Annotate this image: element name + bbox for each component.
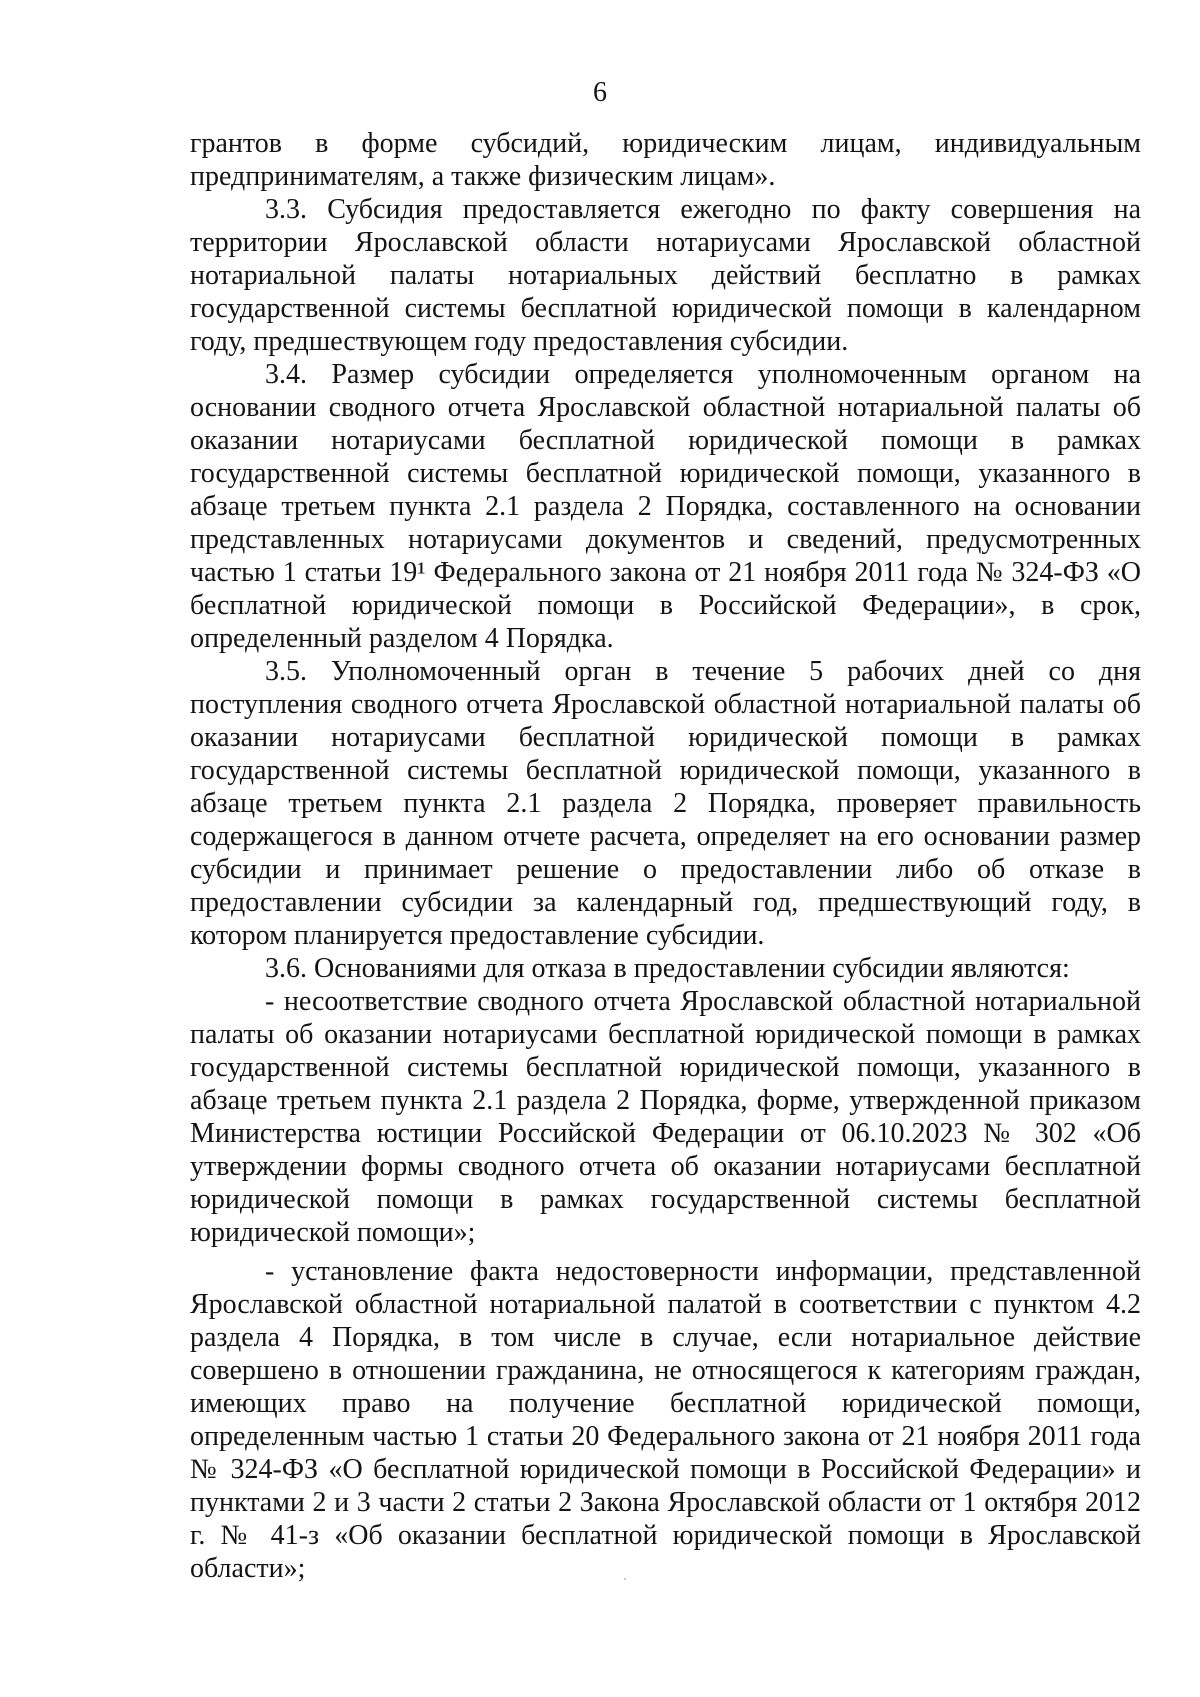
paragraph-3-3: 3.3. Субсидия предоставляется ежегодно по факту совершения на территории Ярославской области нотариусами Ярославской областной нотариальной палаты нотариальных действий бесплатно в рамках государственной системы бесплатной юридической помощи в календарном году, предшествующем году предоставления субсидии. <box>190 194 1141 357</box>
list-item-unreliable-info: - установление факта недостоверности информации, представленной Ярославской областной нотариальной палатой в соответствии с пунктом 4.2 раздела 4 Порядка, в том числе в случае, если нотариальное действие совершено в отношении гражданина, не относящегося к категориям граждан, имеющих право на получение бесплатной юридической помощи, определенным частью 1 статьи 20 Федерального закона от 21 ноября 2011 года № 324-ФЗ «О бесплатной юридической помощи в Российской Федерации» и пунктами 2 и 3 части 2 статьи 2 Закона Ярославской области от 1 октября 2012 г. № 41-з «Об оказании бесплатной юридической помощи в Ярославской области»; <box>190 1256 1141 1584</box>
document-body <box>190 127 1141 1585</box>
paragraph-3-5: 3.5. Уполномоченный орган в течение 5 рабочих дней со дня поступления сводного отчета Ярославской областной нотариальной палаты об оказании нотариусами бесплатной юридической помощи в рамках государственной системы бесплатной юридической помощи, указанного в абзаце третьем пункта 2.1 раздела 2 Порядка, проверяет правильность содержащегося в данном отчете расчета, определяет на его основании размер субсидии и принимает решение о предоставлении либо об отказе в предоставлении субсидии за календарный год, предшествующий году, в котором планируется предоставление субсидии. <box>190 656 1141 951</box>
page-number: 6 <box>593 77 607 108</box>
paragraph-3-4: 3.4. Размер субсидии определяется уполномоченным органом на основании сводного отчета Ярославской областной нотариальной палаты об оказании нотариусами бесплатной юридической помощи в рамках государственной системы бесплатной юридической помощи, указанного в абзаце третьем пункта 2.1 раздела 2 Порядка, составленного на основании представленных нотариусами документов и сведений, предусмотренных частью 1 статьи 19¹ Федерального закона от 21 ноября 2011 года № 324-ФЗ «О бесплатной юридической помощи в Российской Федерации», в срок, определенный разделом 4 Порядка. <box>190 359 1141 654</box>
paragraph-3-6: 3.6. Основаниями для отказа в предоставлении субсидии являются: <box>265 953 1070 984</box>
list-item-mismatch: - несоответствие сводного отчета Ярославской областной нотариальной палаты об оказании нотариусами бесплатной юридической помощи в рамках государственной системы бесплатной юридической помощи, указанного в абзаце третьем пункта 2.1 раздела 2 Порядка, форме, утвержденной приказом Министерства юстиции Российской Федерации от 06.10.2023 № 302 «Об утверждении формы сводного отчета об оказании нотариусами бесплатной юридической помощи в рамках государственной системы бесплатной юридической помощи»; <box>190 986 1141 1248</box>
paragraph-continuation: грантов в форме субсидий, юридическим лицам, индивидуальным предпринимателям, а также физическим лицам». <box>190 128 1141 192</box>
scan-speck <box>624 1578 626 1580</box>
